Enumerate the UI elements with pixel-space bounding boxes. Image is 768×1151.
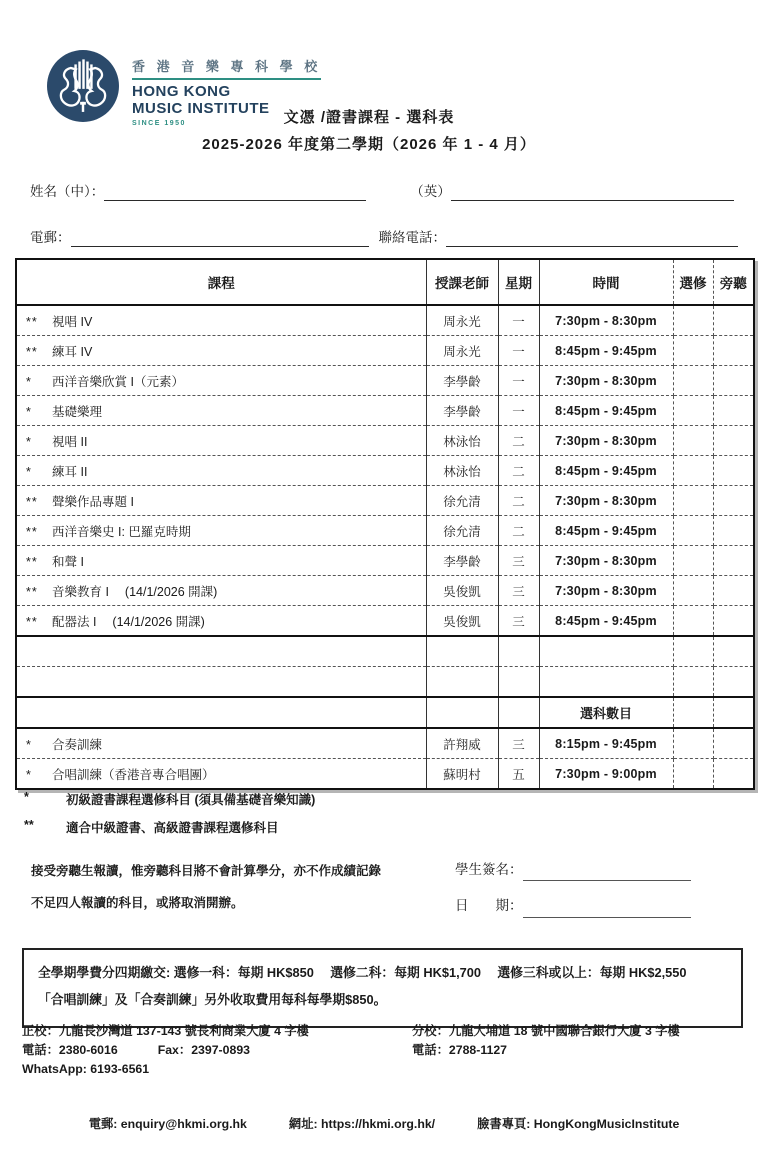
- course-name: 視唱 IV: [52, 314, 93, 329]
- audit-cell: [713, 606, 754, 637]
- table-row: * 練耳 II 林泳怡 二 8:45pm - 9:45pm: [16, 456, 754, 486]
- time: 7:30pm - 8:30pm: [539, 426, 673, 456]
- table-row: * 西洋音樂欣賞 I（元素） 李學齡 一 7:30pm - 8:30pm: [16, 366, 754, 396]
- footnote-text1: 初級證書課程選修科目 (須具備基礎音樂知識): [66, 793, 316, 807]
- day: 五: [498, 759, 539, 790]
- course-name: 練耳 IV: [52, 344, 93, 359]
- date-input-line: [523, 901, 691, 918]
- header-course: 課程: [16, 259, 426, 305]
- day: 二: [498, 426, 539, 456]
- audit-note-line1: 接受旁聽生報讀，惟旁聽科目將不會計算學分，亦不作成績記錄: [31, 864, 382, 878]
- time: 7:30pm - 9:00pm: [539, 759, 673, 790]
- audit-cell: [713, 759, 754, 790]
- elective-cell: [673, 546, 713, 576]
- page-title: 文憑 /證書課程 - 選科表: [283, 109, 455, 126]
- course-table: [15, 258, 755, 790]
- email-link: 電郵: enquiry@hkmi.org.hk: [88, 1117, 247, 1131]
- time: 7:30pm - 8:30pm: [539, 486, 673, 516]
- audit-cell: [713, 576, 754, 606]
- elective-cell: [673, 366, 713, 396]
- elective-cell: [673, 305, 713, 336]
- course-name: 合奏訓練: [52, 737, 103, 752]
- course-name: 基礎樂理: [52, 404, 103, 419]
- fee-box: [22, 948, 743, 1028]
- elective-cell: [673, 759, 713, 790]
- day: 二: [498, 456, 539, 486]
- audit-cell: [713, 697, 754, 728]
- teacher-name: 李學齡: [426, 366, 498, 396]
- table-row: * 合唱訓練（香港音專合唱團） 蘇明村 五 7:30pm - 9:00pm: [16, 759, 754, 790]
- day: 二: [498, 486, 539, 516]
- main-campus-address: 正校：九龍長沙灣道 137-143 號長利商業大廈 4 字樓: [22, 1024, 309, 1038]
- course-name: 音樂教育 I (14/1/2026 開課): [52, 584, 218, 599]
- elective-cell: [673, 336, 713, 366]
- header-time: 時間: [539, 259, 673, 305]
- phone-input-line: [446, 231, 738, 247]
- org-name-en-2: MUSIC INSTITUTE: [132, 99, 270, 117]
- table-row: ** 和聲 I 李學齡 三 7:30pm - 8:30pm: [16, 546, 754, 576]
- branch-campus-phone: 電話：2788-1127: [412, 1043, 508, 1058]
- main-campus-phone: 電話：2380-6016: [22, 1043, 118, 1058]
- org-since: SINCE 1950: [132, 120, 186, 127]
- audit-cell: [713, 366, 754, 396]
- header-audit: 旁聽: [713, 259, 754, 305]
- audit-cell: [713, 516, 754, 546]
- header-teacher: 授課老師: [426, 259, 498, 305]
- elective-cell: [673, 728, 713, 759]
- course-name: 聲樂作品專題 I: [52, 494, 134, 509]
- time: 8:45pm - 9:45pm: [539, 396, 673, 426]
- signature-block: [455, 852, 691, 925]
- teacher-name: 徐允清: [426, 486, 498, 516]
- course-table-wrap: [15, 258, 753, 790]
- teacher-name: 周永光: [426, 336, 498, 366]
- fee-line1: 全學期學費分四期繳交: 選修一科：每期 HK$850 選修二科：每期 HK$1,700 選修三科或以上：每期 HK$2,550: [38, 965, 687, 980]
- time: 7:30pm - 8:30pm: [539, 366, 673, 396]
- table-row: * 基礎樂理 李學齡 一 8:45pm - 9:45pm: [16, 396, 754, 426]
- contact-footer: [22, 1022, 748, 1079]
- audit-note: [31, 856, 436, 920]
- audit-cell: [713, 728, 754, 759]
- teacher-name: 吳俊凱: [426, 576, 498, 606]
- name-zh-input-line: [104, 185, 366, 201]
- day: 一: [498, 366, 539, 396]
- main-campus-whatsapp: WhatsApp: 6193-6561: [22, 1062, 150, 1077]
- course-name: 練耳 II: [52, 464, 88, 479]
- table-row: ** 音樂教育 I (14/1/2026 開課) 吳俊凱 三 7:30pm - 8:30pm: [16, 576, 754, 606]
- elective-cell: [673, 426, 713, 456]
- name-zh-label: 姓名（中）：: [30, 184, 105, 199]
- email-row: [30, 226, 738, 247]
- table-row: ** 聲樂作品專題 I 徐允清 二 7:30pm - 8:30pm: [16, 486, 754, 516]
- empty-row: [16, 636, 754, 667]
- table-row: ** 西洋音樂史 I: 巴羅克時期 徐允清 二 8:45pm - 9:45pm: [16, 516, 754, 546]
- course-name: 西洋音樂史 I: 巴羅克時期: [52, 524, 191, 539]
- day: 三: [498, 728, 539, 759]
- time: 8:45pm - 9:45pm: [539, 606, 673, 637]
- day: 三: [498, 546, 539, 576]
- course-name: 配器法 I (14/1/2026 開課): [52, 614, 205, 629]
- header-elective: 選修: [673, 259, 713, 305]
- org-name-en-1: HONG KONG: [132, 83, 231, 100]
- header-day: 星期: [498, 259, 539, 305]
- audit-cell: [713, 456, 754, 486]
- time: 7:30pm - 8:30pm: [539, 546, 673, 576]
- teacher-name: 周永光: [426, 305, 498, 336]
- audit-cell: [713, 336, 754, 366]
- elective-cell: [673, 516, 713, 546]
- course-name: 合唱訓練（香港音專合唱團）: [52, 767, 215, 782]
- elective-count-label: 選科數目: [539, 697, 673, 728]
- teacher-name: 蘇明村: [426, 759, 498, 790]
- fee-line2: 「合唱訓練」及「合奏訓練」另外收取費用每科每學期$850。: [38, 991, 387, 1007]
- name-row: [30, 180, 734, 201]
- teacher-name: 吳俊凱: [426, 606, 498, 637]
- date-label: 日 期：: [455, 898, 523, 914]
- course-name: 視唱 II: [52, 434, 88, 449]
- time: 8:45pm - 9:45pm: [539, 456, 673, 486]
- name-en-label: （英）: [410, 184, 451, 199]
- day: 一: [498, 396, 539, 426]
- teacher-name: 李學齡: [426, 396, 498, 426]
- teacher-name: 林泳怡: [426, 456, 498, 486]
- elective-count-row: [16, 697, 754, 728]
- email-input-line: [71, 231, 369, 247]
- org-name-zh: 香 港 音 樂 專 科 學 校: [132, 56, 321, 80]
- elective-cell: [673, 396, 713, 426]
- footnotes: [24, 790, 315, 846]
- day: 三: [498, 606, 539, 637]
- day: 二: [498, 516, 539, 546]
- empty-row: [16, 667, 754, 698]
- time: 8:15pm - 9:45pm: [539, 728, 673, 759]
- elective-cell: [673, 576, 713, 606]
- time: 7:30pm - 8:30pm: [539, 305, 673, 336]
- email-label: 電郵：: [30, 230, 71, 245]
- name-en-input-line: [451, 185, 734, 201]
- table-row: ** 練耳 IV 周永光 一 8:45pm - 9:45pm: [16, 336, 754, 366]
- audit-cell: [713, 546, 754, 576]
- footnote-star1: *: [24, 790, 29, 804]
- time: 8:45pm - 9:45pm: [539, 516, 673, 546]
- elective-cell: [673, 456, 713, 486]
- table-row: ** 視唱 IV 周永光 一 7:30pm - 8:30pm: [16, 305, 754, 336]
- footnote-text2: 適合中級證書、高級證書課程選修科目: [66, 821, 279, 835]
- page-subtitle: 2025-2026 年度第二學期（2026 年 1 - 4 月）: [202, 136, 536, 153]
- time: 8:45pm - 9:45pm: [539, 336, 673, 366]
- teacher-name: 徐允清: [426, 516, 498, 546]
- course-name: 和聲 I: [52, 554, 84, 569]
- audit-cell: [713, 486, 754, 516]
- table-row: * 合奏訓練 許翔威 三 8:15pm - 9:45pm: [16, 728, 754, 759]
- course-name: 西洋音樂欣賞 I（元素）: [52, 374, 184, 389]
- signature-input-line: [523, 864, 691, 881]
- table-row: * 視唱 II 林泳怡 二 7:30pm - 8:30pm: [16, 426, 754, 456]
- elective-cell: [673, 486, 713, 516]
- day: 一: [498, 305, 539, 336]
- branch-campus-address: 分校：九龍大埔道 18 號中國聯合銀行大廈 3 字樓: [412, 1024, 680, 1038]
- table-row: ** 配器法 I (14/1/2026 開課) 吳俊凱 三 8:45pm - 9:45pm: [16, 606, 754, 637]
- signature-label: 學生簽名：: [455, 862, 523, 877]
- time: 7:30pm - 8:30pm: [539, 576, 673, 606]
- teacher-name: 林泳怡: [426, 426, 498, 456]
- audit-cell: [713, 426, 754, 456]
- teacher-name: 李學齡: [426, 546, 498, 576]
- website-link: 網址: https://hkmi.org.hk/: [288, 1117, 436, 1131]
- facebook-link: 臉書專頁: HongKongMusicInstitute: [477, 1117, 680, 1131]
- bottom-links: [0, 1114, 768, 1132]
- elective-cell: [673, 606, 713, 637]
- audit-cell: [713, 305, 754, 336]
- elective-cell: [673, 697, 713, 728]
- day: 一: [498, 336, 539, 366]
- audit-note-line2: 不足四人報讀的科目，或將取消開辦。: [31, 895, 244, 910]
- audit-cell: [713, 396, 754, 426]
- table-header-row: [16, 259, 754, 305]
- day: 三: [498, 576, 539, 606]
- teacher-name: 許翔威: [426, 728, 498, 759]
- footnote-star2: **: [24, 818, 34, 832]
- phone-label: 聯絡電話：: [378, 230, 446, 245]
- main-campus-fax: Fax：2397-0893: [157, 1043, 250, 1058]
